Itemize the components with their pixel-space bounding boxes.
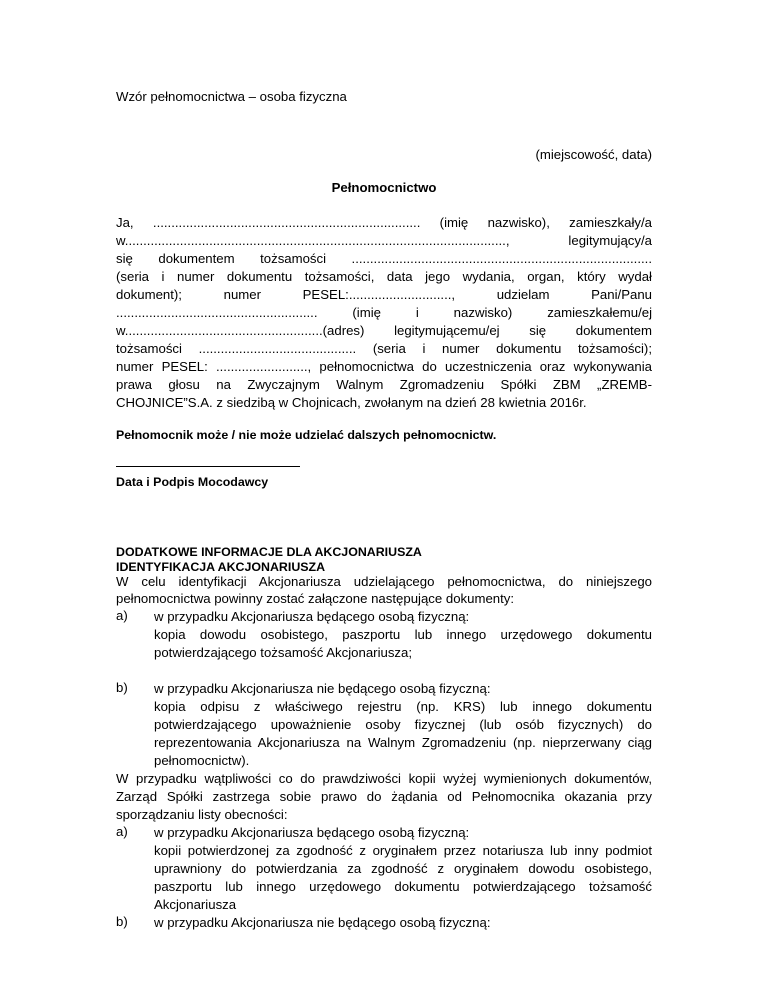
signature-line <box>116 466 300 467</box>
list-item-title: w przypadku Akcjonariusza będącego osobą fizyczną: <box>154 825 470 840</box>
paragraph-line: ....................................................... (imię i nazwisko) zamieszkałemu/ej <box>116 305 652 320</box>
paragraph-line: numer PESEL: ........................., pełnomocnictwa do uczestniczenia oraz wykonywania <box>116 359 652 374</box>
paragraph-line: prawa głosu na Zwyczajnym Walnym Zgromadzeniu Spółki ZBM „ZREMB- <box>116 377 652 392</box>
place-date-label: (miejscowość, data) <box>535 147 652 162</box>
substitution-note: Pełnomocnik może / nie może udzielać dalszych pełnomocnictw. <box>116 428 497 442</box>
identification-intro: W celu identyfikacji Akcjonariusza udzielającego pełnomocnictwa, do niniejszego pełnomocnictwa powinny zostać załączone następujące dokumenty: <box>116 574 652 606</box>
list-item-title: w przypadku Akcjonariusza nie będącego osobą fizyczną: <box>154 681 491 696</box>
paragraph-line: (seria i numer dokumentu tożsamości, data jego wydania, organ, który wydał <box>116 269 652 284</box>
list-item-text: kopia dowodu osobistego, paszportu lub innego urzędowego dokumentu potwierdzającego tożsamość Akcjonariusza; <box>154 627 652 660</box>
signature-label: Data i Podpis Mocodawcy <box>116 475 269 489</box>
list-label: b) <box>116 914 128 929</box>
list-label: a) <box>116 824 128 839</box>
doubt-paragraph: W przypadku wątpliwości co do prawdziwości kopii wyżej wymienionych dokumentów, Zarząd Spółki zastrzega sobie prawo do żądania od Pełnomocnika okazania przy sporządzaniu listy obecności: <box>116 771 652 822</box>
paragraph-line: tożsamości ........................................... (seria i numer dokumentu tożsamości); <box>116 341 652 356</box>
paragraph-line: się dokumentem tożsamości .................................................................................. <box>116 251 652 266</box>
list-item-title: w przypadku Akcjonariusza nie będącego osobą fizyczną: <box>154 915 491 930</box>
paragraph-line: w......................................................(adres) legitymującemu/ej się dokumentem <box>116 323 652 338</box>
list-label: b) <box>116 680 128 695</box>
list-item-title: w przypadku Akcjonariusza będącego osobą fizyczną: <box>154 609 470 624</box>
paragraph-line: CHOJNICE”S.A. z siedzibą w Chojnicach, zwołanym na dzień 28 kwietnia 2016r. <box>116 395 587 410</box>
paragraph-line: dokument); numer PESEL:............................, udzielam Pani/Panu <box>116 287 652 302</box>
info-heading: DODATKOWE INFORMACJE DLA AKCJONARIUSZA <box>116 545 422 559</box>
list-item-text: kopii potwierdzonej za zgodność z oryginałem przez notariusza lub inny podmiot uprawniony do potwierdzania za zgodność z oryginałem dowodu osobistego, paszportu lub innego urzędowego dokumentu potwierdzającego tożsamość Akcjonariusza <box>154 843 652 912</box>
list-item-text: kopia odpisu z właściwego rejestru (np. KRS) lub innego dokumentu potwierdzającego upoważnienie osoby fizycznej (lub osób fizycznych) do reprezentowania Akcjonariusza na Walnym Zgromadzeniu (np. nieprzerwany ciąg pełnomocnictw). <box>154 699 652 768</box>
list-label: a) <box>116 608 128 623</box>
paragraph-line: w........................................................................................................, legitymujący/a <box>116 233 652 248</box>
identification-heading: IDENTYFIKACJA AKCJONARIUSZA <box>116 560 326 574</box>
document-title: Pełnomocnictwo <box>331 180 437 195</box>
form-title: Wzór pełnomocnictwa – osoba fizyczna <box>116 89 347 104</box>
paragraph-line: Ja, ......................................................................... (imię nazwisko), zamieszkały/a <box>116 215 652 230</box>
